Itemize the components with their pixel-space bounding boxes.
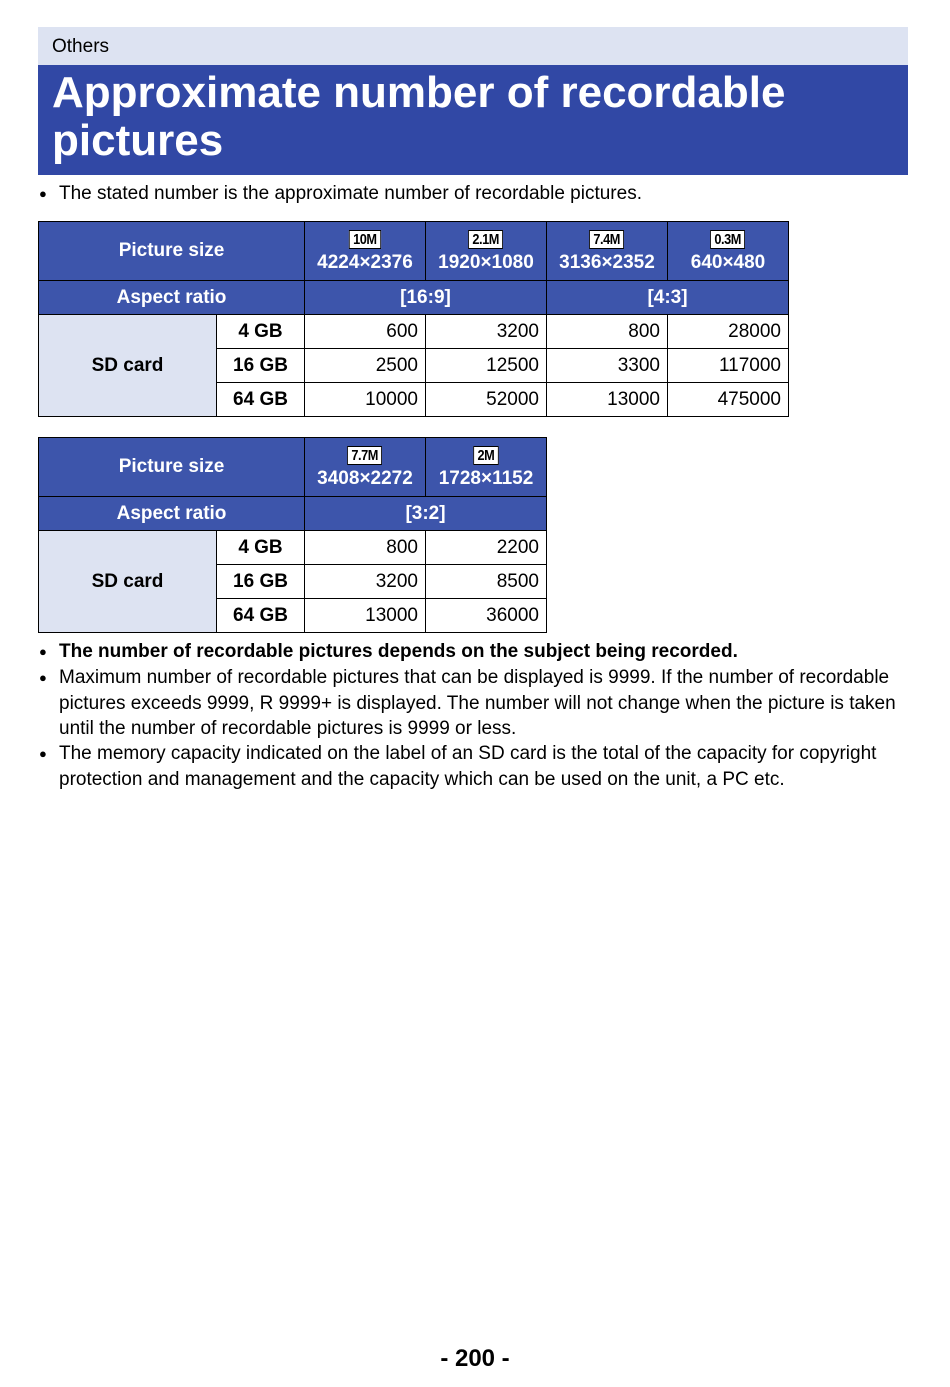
note-bullet xyxy=(38,639,913,665)
table-cell: 800 xyxy=(547,315,668,349)
size-10m-icon: 10M xyxy=(349,230,381,249)
table-cell: 475000 xyxy=(668,383,789,417)
capacity-label: 64 GB xyxy=(217,383,305,417)
size-cell xyxy=(547,222,668,281)
capacity-label: 64 GB xyxy=(217,599,305,633)
table-cell: 3200 xyxy=(426,315,547,349)
size-0-3m-icon: 0.3M xyxy=(710,230,745,249)
table-cell: 800 xyxy=(305,531,426,565)
table-cell: 3200 xyxy=(305,565,426,599)
table-cell: 52000 xyxy=(426,383,547,417)
bullet-icon: ● xyxy=(39,746,47,761)
size-7-4m-icon: 7.4M xyxy=(589,230,624,249)
size-7-7m-icon: 7.7M xyxy=(347,446,382,465)
capacity-label: 4 GB xyxy=(217,315,305,349)
aspect-ratio-header: Aspect ratio xyxy=(39,281,305,315)
aspect-ratio-value: [16:9] xyxy=(305,281,547,315)
bullet-icon: ● xyxy=(39,644,47,659)
resolution-label: 1728×1152 xyxy=(438,468,534,489)
size-2-1m-icon: 2.1M xyxy=(468,230,503,249)
table-cell: 2500 xyxy=(305,349,426,383)
picture-size-header: Picture size xyxy=(39,222,305,281)
table-cell: 13000 xyxy=(547,383,668,417)
capacity-label: 4 GB xyxy=(217,531,305,565)
page-number: - 200 - xyxy=(440,1345,510,1372)
page-title: Approximate number of recordable pictures xyxy=(52,68,786,165)
size-cell xyxy=(668,222,789,281)
capacity-label: 16 GB xyxy=(217,565,305,599)
bullet-icon: ● xyxy=(39,670,47,685)
resolution-label: 3136×2352 xyxy=(559,252,655,273)
aspect-ratio-header: Aspect ratio xyxy=(39,497,305,531)
resolution-label: 4224×2376 xyxy=(317,252,413,273)
table-cell: 12500 xyxy=(426,349,547,383)
note-text: Maximum number of recordable pictures that can be displayed is 9999. If the number of recordable pictures exceeds 9999, R 9999+ is displayed. The number will not change when the picture is taken until the number of recordable pictures is 9999 or less. xyxy=(59,667,896,739)
aspect-ratio-value: [4:3] xyxy=(547,281,789,315)
sd-card-label: SD card xyxy=(39,315,217,417)
section-label: Others xyxy=(38,27,908,65)
aspect-ratio-row xyxy=(39,497,547,531)
recordable-pictures-table-1 xyxy=(38,221,789,417)
resolution-label: 640×480 xyxy=(690,252,766,273)
table-cell: 3300 xyxy=(547,349,668,383)
table-cell: 36000 xyxy=(426,599,547,633)
table-cell: 8500 xyxy=(426,565,547,599)
intro-note-text: The stated number is the approximate number of recordable pictures. xyxy=(59,183,642,204)
bullet-icon: ● xyxy=(39,186,47,201)
table-cell: 117000 xyxy=(668,349,789,383)
recordable-pictures-table-2 xyxy=(38,437,547,633)
title-banner xyxy=(38,65,908,175)
picture-size-row xyxy=(39,438,547,497)
size-cell xyxy=(305,438,426,497)
table-row xyxy=(39,315,789,349)
table-cell: 2200 xyxy=(426,531,547,565)
table-cell: 28000 xyxy=(668,315,789,349)
table-cell: 13000 xyxy=(305,599,426,633)
aspect-ratio-row xyxy=(39,281,789,315)
table-cell: 600 xyxy=(305,315,426,349)
note-bullet xyxy=(38,665,913,742)
table-row xyxy=(39,531,547,565)
picture-size-header: Picture size xyxy=(39,438,305,497)
picture-size-row xyxy=(39,222,789,281)
aspect-ratio-value: [3:2] xyxy=(305,497,547,531)
size-cell xyxy=(426,438,547,497)
intro-bullet xyxy=(38,181,913,207)
size-2m-icon: 2M xyxy=(473,446,498,465)
table-cell: 10000 xyxy=(305,383,426,417)
note-text: The number of recordable pictures depends on the subject being recorded. xyxy=(59,641,738,662)
note-text: The memory capacity indicated on the label of an SD card is the total of the capacity for copyright protection and management and the capacity which can be used on the unit, a PC etc. xyxy=(59,743,877,790)
sd-card-label: SD card xyxy=(39,531,217,633)
capacity-label: 16 GB xyxy=(217,349,305,383)
size-cell xyxy=(426,222,547,281)
size-cell xyxy=(305,222,426,281)
resolution-label: 3408×2272 xyxy=(317,468,413,489)
resolution-label: 1920×1080 xyxy=(438,252,534,273)
note-bullet xyxy=(38,741,913,792)
